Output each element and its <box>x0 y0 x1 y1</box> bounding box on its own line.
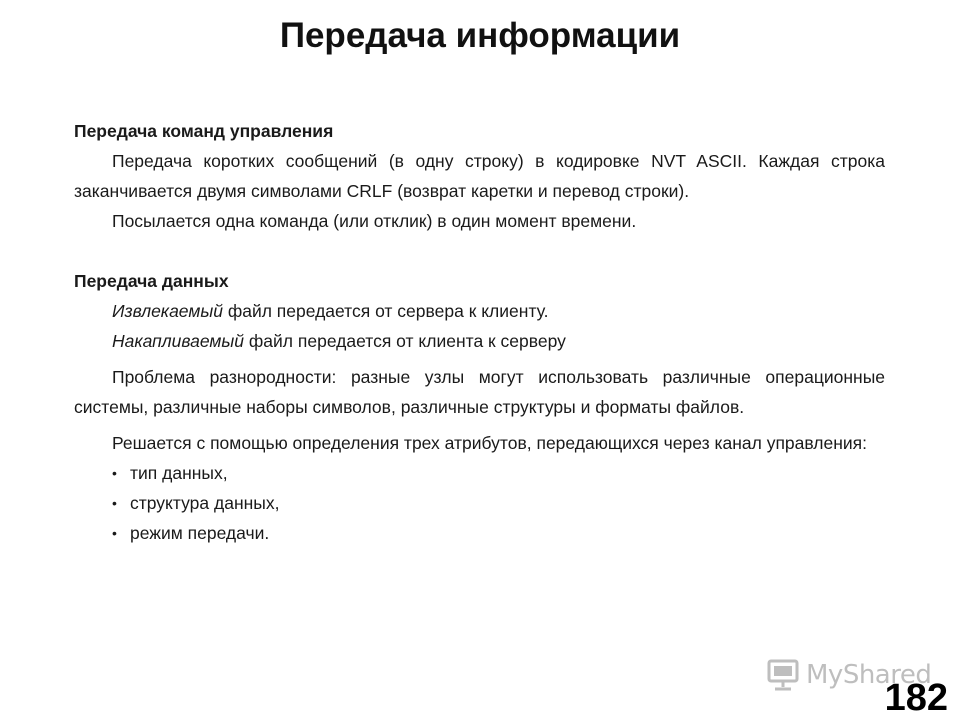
page-title: Передача информации <box>279 16 681 55</box>
list-item: • структура данных, <box>74 488 885 518</box>
paragraph-solution: Решается с помощью определения трех атрибутов, передающихся через канал управления: <box>112 433 868 453</box>
list-item: • режим передачи. <box>74 518 885 548</box>
bullet-icon: • <box>112 525 117 541</box>
watermark-text: MyShared <box>806 660 932 690</box>
line-retrieve <box>74 296 885 326</box>
paragraph-control-2: Посылается одна команда (или отклик) в один момент времени. <box>112 211 637 231</box>
term-retrieve: Извлекаемый <box>112 301 223 321</box>
text-retrieve: файл передается от сервера к клиенту. <box>222 301 549 321</box>
bullet-icon: • <box>112 465 117 481</box>
section-heading-control: Передача команд управления <box>74 121 334 141</box>
bullet-icon: • <box>112 495 117 511</box>
term-store: Накапливаемый <box>112 331 245 351</box>
text-store: файл передается от клиента к серверу <box>244 331 566 351</box>
slide-content <box>74 116 885 548</box>
page-number: 182 <box>884 677 948 719</box>
projector-screen-icon <box>766 658 800 692</box>
section-heading-data: Передача данных <box>74 271 229 291</box>
attribute-list <box>74 458 885 548</box>
paragraph-control-1: Передача коротких сообщений (в одну строку) в кодировке NVT ASCII. Каждая строка заканчивается двумя символами CRLF (возврат каретки и перевод строки). <box>74 151 885 201</box>
line-store <box>74 326 885 356</box>
paragraph-problem: Проблема разнородности: разные узлы могут использовать различные операционные системы, различные наборы символов, различные структуры и форматы файлов. <box>74 367 885 417</box>
list-item: • тип данных, <box>74 458 885 488</box>
